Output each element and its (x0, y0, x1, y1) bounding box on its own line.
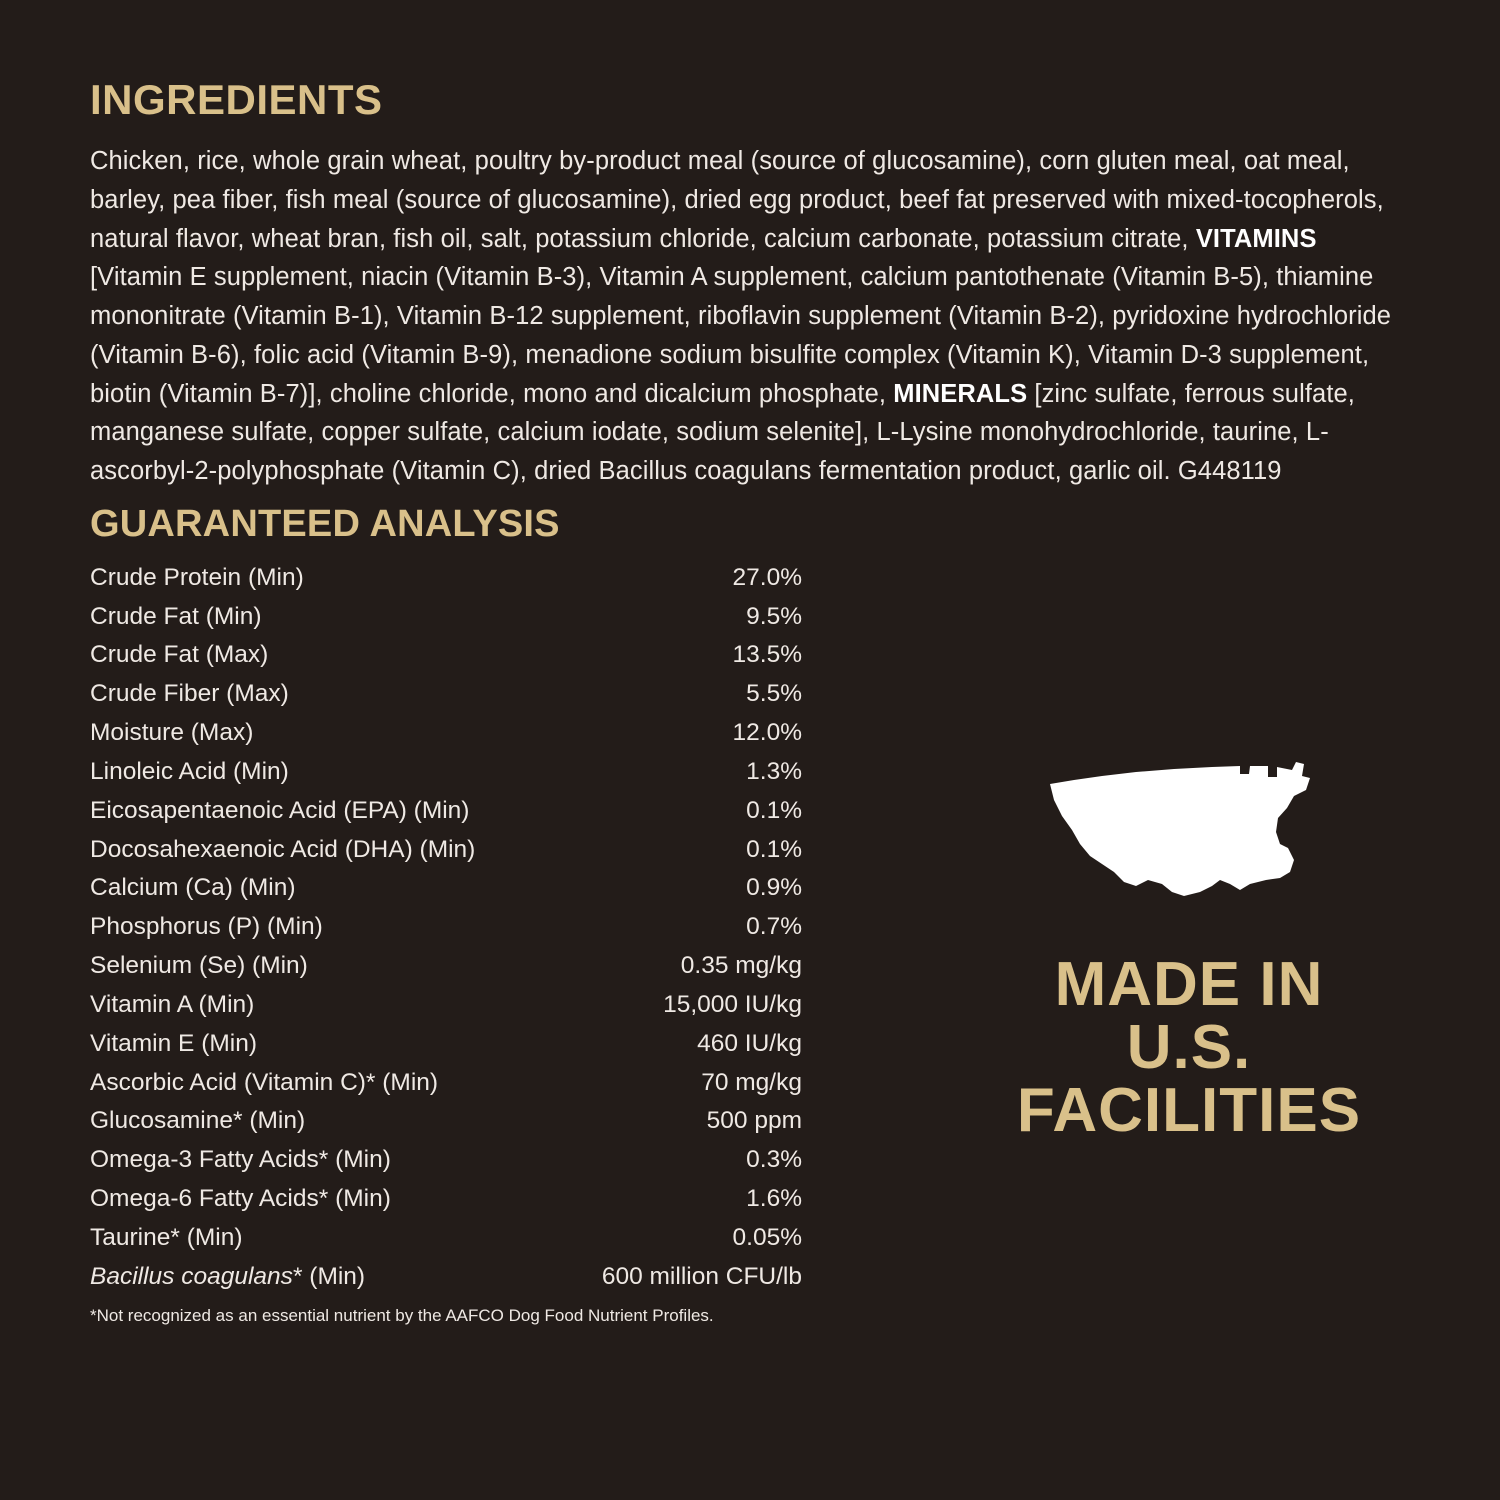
nutrient-label: Crude Fat (Max) (90, 641, 269, 669)
nutrient-label: Linoleic Acid (Min) (90, 757, 289, 785)
nutrient-value: 0.05% (732, 1223, 802, 1251)
table-row (90, 1141, 802, 1180)
nutrient-value: 1.6% (746, 1184, 802, 1212)
nutrient-label: Crude Protein (Min) (90, 563, 304, 591)
table-row (90, 714, 802, 753)
ingredients-part-3: [zinc sulfate, ferrous sulfate, manganese sulfate, copper sulfate, calcium iodate, sodium selenite], L-Lysine monohydrochloride, taurine, L-ascorbyl-2-polyphosphate (Vitamin C), dried Bacillus coagulans fermentation product, garlic oil. G448119 (90, 379, 1355, 486)
nutrient-label: Glucosamine* (Min) (90, 1107, 306, 1135)
nutrient-value: 600 million CFU/lb (601, 1262, 802, 1290)
vitamins-label: VITAMINS (1195, 224, 1317, 253)
nutrient-label: Phosphorus (P) (Min) (90, 913, 323, 941)
nutrient-label: Ascorbic Acid (Vitamin C)* (Min) (90, 1068, 439, 1096)
nutrient-value: 0.35 mg/kg (680, 952, 802, 980)
table-row (90, 1025, 802, 1064)
table-row (90, 753, 802, 792)
nutrient-label: Moisture (Max) (90, 719, 254, 747)
guaranteed-analysis-heading: GUARANTEED ANALYSIS (90, 502, 560, 545)
table-row (90, 1102, 802, 1141)
nutrient-value: 5.5% (746, 680, 802, 708)
nutrient-value: 27.0% (732, 563, 802, 591)
nutrient-label: Taurine* (Min) (90, 1223, 243, 1251)
ingredients-text (90, 142, 1410, 491)
nutrient-value: 12.0% (732, 719, 802, 747)
ingredients-part-2: [Vitamin E supplement, niacin (Vitamin B-3), Vitamin A supplement, calcium pantothenate (Vitamin B-5), thiamine mononitrate (Vitamin B-1), Vitamin B-12 supplement, riboflavin supplement (Vitamin B-2), pyridoxine hydrochloride (Vitamin B-6), folic acid (Vitamin B-9), menadione sodium bisulfite complex (Vitamin K), Vitamin D-3 supplement, biotin (Vitamin B-7)], choline chloride, mono and dicalcium phosphate, (90, 263, 1392, 408)
table-row (90, 908, 802, 947)
nutrient-label: Selenium (Se) (Min) (90, 952, 308, 980)
nutrient-label: Vitamin A (Min) (90, 990, 255, 1018)
table-row (90, 636, 802, 675)
nutrient-value: 13.5% (732, 641, 802, 669)
table-row (90, 1258, 802, 1297)
guaranteed-analysis-footnote: *Not recognized as an essential nutrient by the AAFCO Dog Food Nutrient Profiles. (90, 1306, 714, 1326)
nutrient-value: 500 ppm (706, 1107, 802, 1135)
nutrient-value: 1.3% (746, 757, 802, 785)
nutrient-label: Calcium (Ca) (Min) (90, 874, 296, 902)
nutrient-label: Crude Fat (Min) (90, 602, 262, 630)
guaranteed-analysis-table (90, 559, 802, 1297)
nutrient-label: Omega-3 Fatty Acids* (Min) (90, 1146, 391, 1174)
table-row (90, 598, 802, 637)
table-row (90, 1064, 802, 1103)
nutrient-value: 15,000 IU/kg (663, 990, 802, 1018)
ingredients-part-1: Chicken, rice, whole grain wheat, poultry by-product meal (source of glucosamine), corn gluten meal, oat meal, barley, pea fiber, fish meal (source of glucosamine), dried egg product, beef fat preserved with mixed-tocopherols, natural flavor, wheat bran, fish oil, salt, potassium chloride, calcium carbonate, potassium citrate, (90, 147, 1384, 253)
table-row (90, 1219, 802, 1258)
minerals-label: MINERALS (893, 379, 1028, 408)
table-row (90, 675, 802, 714)
table-row (90, 792, 802, 831)
table-row (90, 869, 802, 908)
nutrient-label: Crude Fiber (Max) (90, 680, 289, 708)
nutrient-label: Omega-6 Fatty Acids* (Min) (90, 1184, 391, 1212)
nutrient-value: 0.9% (746, 874, 802, 902)
nutrient-label: Bacillus coagulans* (Min) (90, 1262, 366, 1290)
nutrient-label: Vitamin E (Min) (90, 1029, 258, 1057)
nutrient-value: 70 mg/kg (701, 1068, 802, 1096)
made-in-text-block (974, 950, 1404, 1146)
nutrient-value: 0.1% (746, 796, 802, 824)
nutrient-value: 0.1% (746, 835, 802, 863)
nutrient-label: Docosahexaenoic Acid (DHA) (Min) (90, 835, 476, 863)
table-row (90, 559, 802, 598)
table-row (90, 986, 802, 1025)
nutrient-value: 0.3% (746, 1146, 802, 1174)
made-in-line-3: FACILITIES (1016, 1076, 1362, 1146)
ingredients-heading: INGREDIENTS (90, 76, 383, 123)
nutrient-value: 460 IU/kg (697, 1029, 802, 1057)
made-in-line-2: U.S. (1126, 1013, 1252, 1083)
made-in-usa-badge (974, 760, 1404, 1146)
nutrient-value: 9.5% (746, 602, 802, 630)
usa-map-icon (1044, 760, 1334, 935)
nutrient-label: Eicosapentaenoic Acid (EPA) (Min) (90, 796, 470, 824)
made-in-line-1: MADE IN (1054, 950, 1324, 1019)
table-row (90, 947, 802, 986)
nutrient-value: 0.7% (746, 913, 802, 941)
table-row (90, 1180, 802, 1219)
table-row (90, 831, 802, 870)
